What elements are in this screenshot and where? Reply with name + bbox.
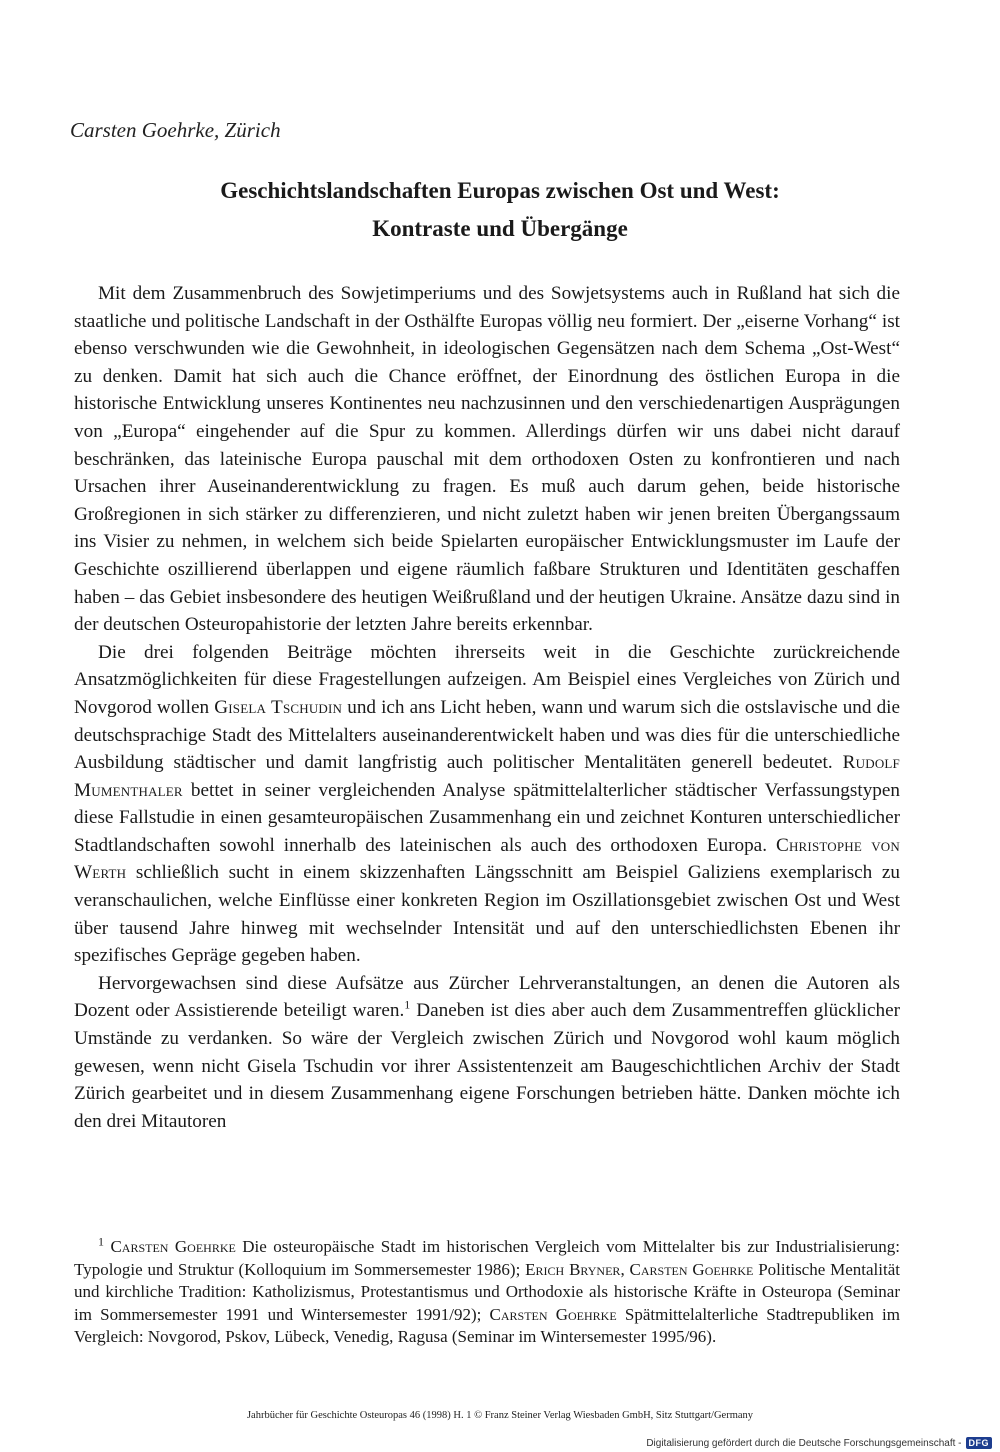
dfg-logo-icon: DFG bbox=[966, 1437, 993, 1449]
footnote-block bbox=[74, 1236, 900, 1349]
journal-citation: Jahrbücher für Geschichte Osteuropas 46 (1998) H. 1 © Franz Steiner Verlag Wiesbaden GmbH, Sitz Stuttgart/Germany bbox=[246, 1410, 754, 1421]
paragraph-2-text-a: Die drei folgenden Beiträge möchten ihrerseits weit in die Geschichte zurückreichende Ansatzmöglichkeiten für diese Fragestellungen aufzeigen. Am Beispiel eines Vergleiches von Zürich und Novgorod wollen bbox=[74, 641, 900, 718]
title-line-1: Geschichtslandschaften Europas zwischen Ost und West: bbox=[220, 178, 780, 203]
footnote-name-1: Carsten Goehrke bbox=[110, 1237, 236, 1256]
footnote-name-4: Carsten Goehrke bbox=[489, 1304, 617, 1324]
article-title bbox=[60, 172, 940, 248]
digitization-text: Digitalisierung gefördert durch die Deutsche Forschungsgemeinschaft - bbox=[646, 1437, 962, 1449]
paragraph-1: Mit dem Zusammenbruch des Sowjetimperiums und des Sowjetsystems auch in Rußland hat sich die staatliche und politische Landschaft in der Osthälfte Europas völlig neu formiert. Der „eiserne Vorhang“ ist ebenso verschwunden wie die Gewohnheit, in ideologischen Gegensätzen nach dem Schema „Ost-West“ zu denken. Damit hat sich auch die Chance eröffnet, der Einordnung des östlichen Europa in die historische Entwicklung unseres Kontinentes neu nachzusinnen und den verschiedenartigen Ausprägungen von „Europa“ eingehender auf die Spur zu kommen. Allerdings dürfen wir uns dabei nicht darauf beschränken, das lateinische Europa pauschal mit dem orthodoxen Osten zu konfrontieren und nach Ursachen ihrer Auseinanderentwicklung zu fragen. Es muß auch darum gehen, beide historische Großregionen in sich stärker zu differenzieren, und nicht zuletzt haben wir jenen breiten Übergangssaum ins Visier zu nehmen, in welchem sich beide Spielarten europäischer Entwicklungsmuster im Laufe der Geschichte oszillierend überlappen und eigene räumlich faßbare Strukturen und Identitäten geschaffen haben – das Gebiet insbesondere des heutigen Weißrußland und der heutigen Ukraine. Ansätze dazu sind in der deutschen Osteuropahistorie der letzten Jahre bereits erkennbar. bbox=[74, 283, 900, 636]
footnote-text-3: Politische Mentalität und kirchliche Tradition: Katholizismus, Protestantismus und Orthodoxie als historische Kräfte in Osteuropa (Seminar im Sommersemester 1991 und Wintersemester 1991/92); bbox=[74, 1259, 900, 1324]
article-body bbox=[74, 280, 900, 1135]
title-line-2: Kontraste und Übergänge bbox=[372, 216, 628, 241]
paragraph-3-text-b: Daneben ist dies aber auch dem Zusammentreffen glücklicher Umstände zu verdanken. So wäre der Vergleich zwischen Zürich und Novgorod wohl kaum möglich gewesen, wenn nicht Gisela Tschudin vor ihrer Assistentenzeit am Baugeschichtlichen Archiv der Stadt Zürich gearbeitet und in diesem Zusammenhang eigene Forschungen betrieben hätte. Danken möchte ich den drei Mitautoren bbox=[74, 1000, 900, 1132]
paragraph-2-text-b: und ich ans Licht heben, wann und warum sich die ostslavische und die deutschsprachige Stadt des Mittelalters auseinanderentwickelt haben und was dies für die unterschiedliche Ausbildung städtischer und damit langfristig auch politischer Mentalitäten generell bedeutet. bbox=[74, 696, 901, 774]
paragraph-2-text-c: bettet in seiner vergleichenden Analyse spätmittelalterlicher städtischer Verfassungstypen diese Fallstudie in einen gesamteuropäischen Zusammenhang ein und zeichnet Konturen unterschiedlicher Stadtlandschaften sowohl innerhalb des lateinischen als auch des orthodoxen Europa. bbox=[74, 779, 900, 856]
author-line: Carsten Goehrke, Zürich bbox=[70, 118, 281, 142]
paragraph-2-text-d: schließlich sucht in einem skizzenhaften Längsschnitt am Beispiel Galiziens exemplarisch zu veranschaulichen, welche Einflüsse einer konkreten Region im Oszillationsgebiet zwischen Ost und West über tausend Jahre hinweg mit wechselnder Intensität und auf den unterschiedlichsten Ebenen ihr spezifisches Gepräge gegeben haben. bbox=[74, 862, 900, 967]
footnote-name-3: Carsten Goehrke bbox=[629, 1259, 754, 1279]
paragraph-2 bbox=[74, 639, 900, 970]
footnote-name-2: Erich Bryner bbox=[525, 1259, 621, 1279]
footnote-text-4: Spätmittelalterliche Stadtrepubliken im Vergleich: Novgorod, Pskov, Lübeck, Venedig, Ragusa (Seminar im Wintersemester 1995/96). bbox=[74, 1304, 900, 1347]
author-name-tschudin: Gisela Tschudin bbox=[214, 696, 343, 718]
footnote-1 bbox=[74, 1236, 900, 1349]
footnote-reference[interactable]: 1 bbox=[404, 998, 411, 1013]
author-name-mumenthaler: Rudolf Mumenthaler bbox=[74, 752, 900, 801]
paragraph-3-text-a: Hervorgewachsen sind diese Aufsätze aus Zürcher Lehrveranstaltungen, an denen die Autoren als Dozent oder Assistierende beteiligt waren. bbox=[74, 972, 900, 1022]
footnote-text-2: , bbox=[620, 1259, 630, 1279]
author-name-von-werth: Christophe von Werth bbox=[74, 834, 900, 884]
footnote-marker: 1 bbox=[98, 1234, 104, 1249]
digitization-notice bbox=[646, 1437, 992, 1449]
footnote-text-1: Die osteuropäische Stadt im historischen Vergleich vom Mittelalter bis zur Industrialisierung: Typologie und Struktur (Kolloquium im Sommersemester 1986); bbox=[74, 1237, 900, 1279]
paragraph-3 bbox=[74, 970, 900, 1136]
